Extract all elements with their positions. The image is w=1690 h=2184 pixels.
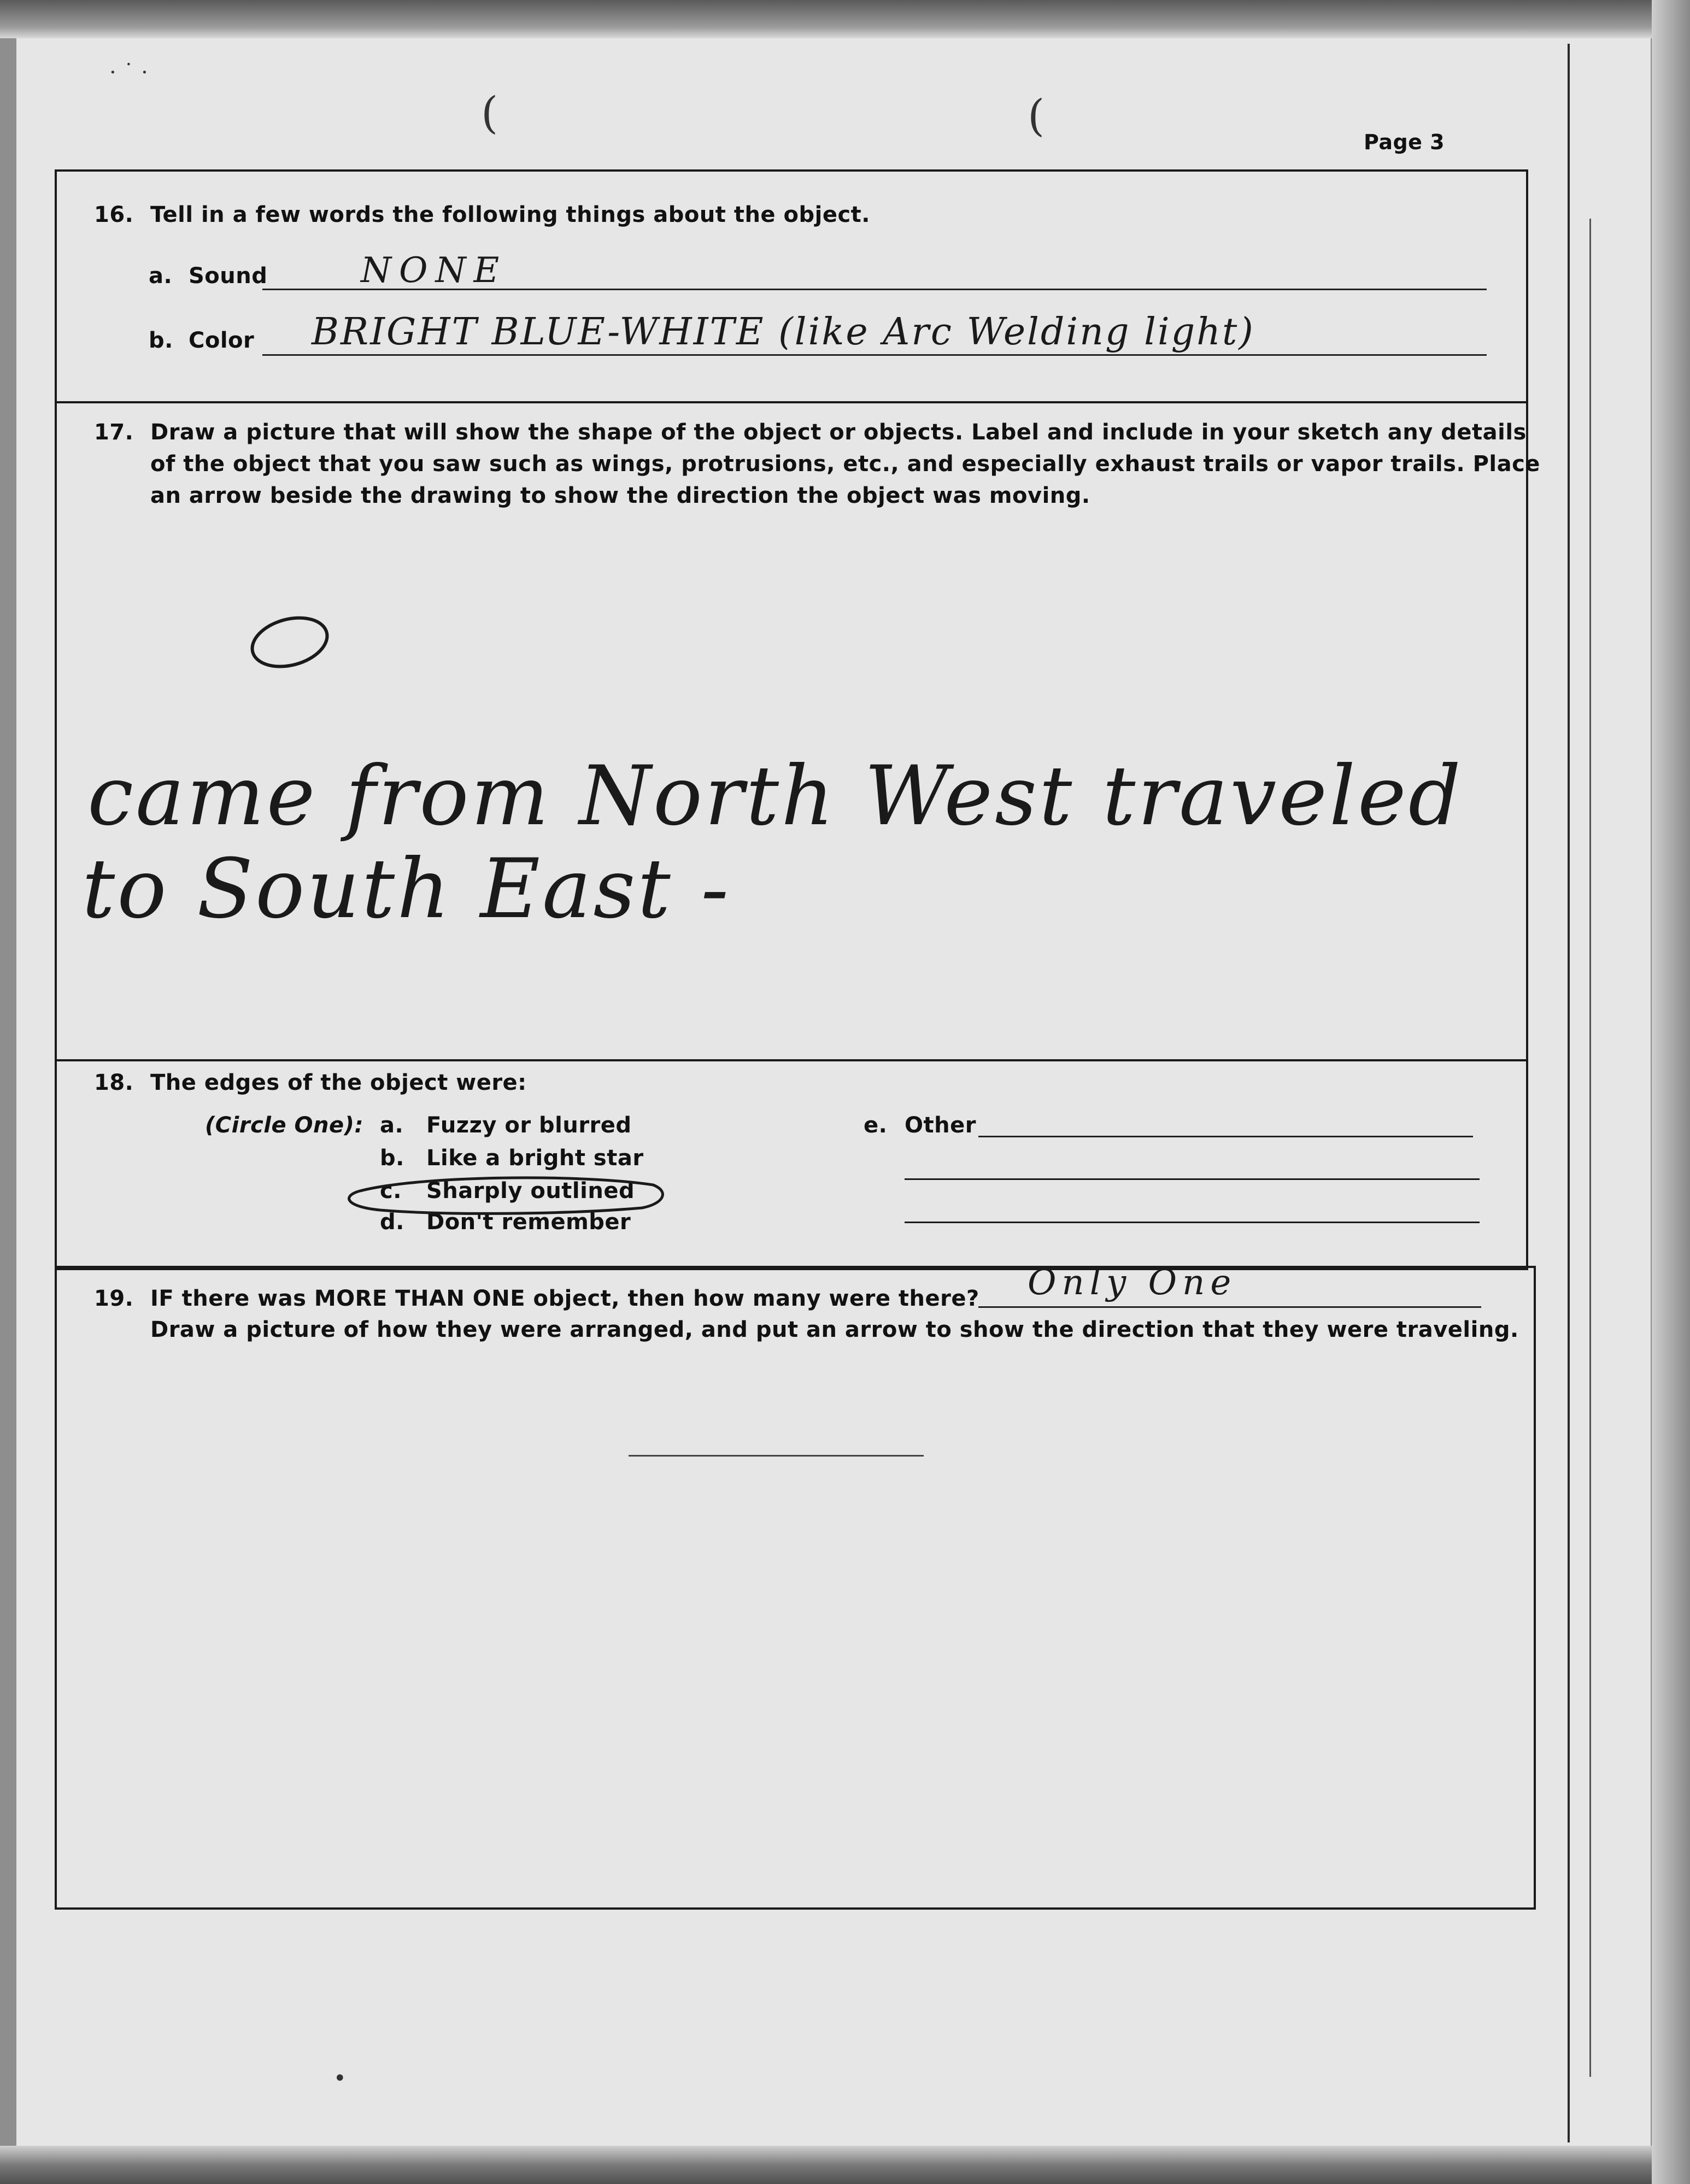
q18-option-d-letter: d.	[380, 1210, 404, 1235]
q18-option-c-letter: c.	[380, 1178, 402, 1203]
q18-option-d-label[interactable]: Don't remember	[426, 1210, 631, 1235]
q16-sound-letter: a.	[149, 263, 173, 289]
q18-option-b-label[interactable]: Like a bright star	[426, 1146, 644, 1171]
q17-prompt-line3: an arrow beside the drawing to show the direction the object was moving.	[150, 483, 1090, 508]
q18-prompt: The edges of the object were:	[150, 1070, 527, 1095]
q18-option-a-label[interactable]: Fuzzy or blurred	[426, 1113, 632, 1138]
q19-count-answer: Only One	[1028, 1263, 1237, 1303]
q19-number: 19.	[94, 1286, 134, 1311]
scan-border-top	[0, 0, 1690, 38]
sketch-note-line2: to South East -	[82, 842, 731, 937]
q16-color-label: Color	[189, 328, 255, 353]
q19-prompt-line2: Draw a picture of how they were arranged, and put an arrow to show the direction that they were traveling.	[150, 1317, 1519, 1342]
q16-prompt: Tell in a few words the following things about the object.	[150, 202, 870, 227]
circled-answer-mark	[336, 1170, 675, 1224]
scan-dot: •	[333, 2066, 347, 2091]
q17-prompt-line2: of the object that you saw such as wings, protrusions, etc., and especially exhaust trails or vapor trails. Place	[150, 451, 1540, 477]
q18-option-b-letter: b.	[380, 1146, 404, 1171]
q17-number: 17.	[94, 420, 134, 445]
q18-option-a-letter: a.	[380, 1113, 404, 1138]
q18-other-field[interactable]	[978, 1109, 1473, 1137]
scan-border-right	[1652, 0, 1690, 2184]
q19-box	[55, 1266, 1536, 1910]
scan-border-bottom	[0, 2146, 1690, 2184]
q18-other-label: Other	[905, 1113, 976, 1138]
scan-speck: · ˙ ·	[109, 60, 148, 85]
q16-color-answer: BRIGHT BLUE-WHITE (like Arc Welding light)	[312, 310, 1255, 354]
q18-other-line2[interactable]	[905, 1178, 1480, 1180]
q18-other-letter: e.	[864, 1113, 888, 1138]
q18-number: 18.	[94, 1070, 134, 1095]
q16-color-letter: b.	[149, 328, 173, 353]
q16-number: 16.	[94, 202, 134, 227]
q18-option-c-label[interactable]: Sharply outlined	[426, 1178, 635, 1203]
q19-prompt-part1: IF there was MORE THAN ONE object, then how many were there?	[150, 1286, 979, 1311]
binding-line	[1568, 44, 1570, 2142]
q18-other-line3[interactable]	[905, 1222, 1480, 1223]
edge-line	[1589, 219, 1591, 2077]
q16-sound-label: Sound	[189, 263, 268, 289]
q16-sound-answer: NONE	[361, 250, 507, 291]
page-label: Page 3	[1364, 130, 1445, 154]
scan-mark-right: (	[1028, 90, 1045, 141]
scan-mark-left: (	[481, 87, 498, 138]
q17-prompt-line1: Draw a picture that will show the shape of the object or objects. Label and include in your sketch any details	[150, 420, 1527, 445]
stray-pencil-line	[629, 1455, 924, 1457]
sketch-note-line1: came from North West traveled	[87, 749, 1463, 844]
sketch-object-oval	[240, 607, 339, 678]
q18-circle-one: (Circle One):	[205, 1113, 363, 1138]
